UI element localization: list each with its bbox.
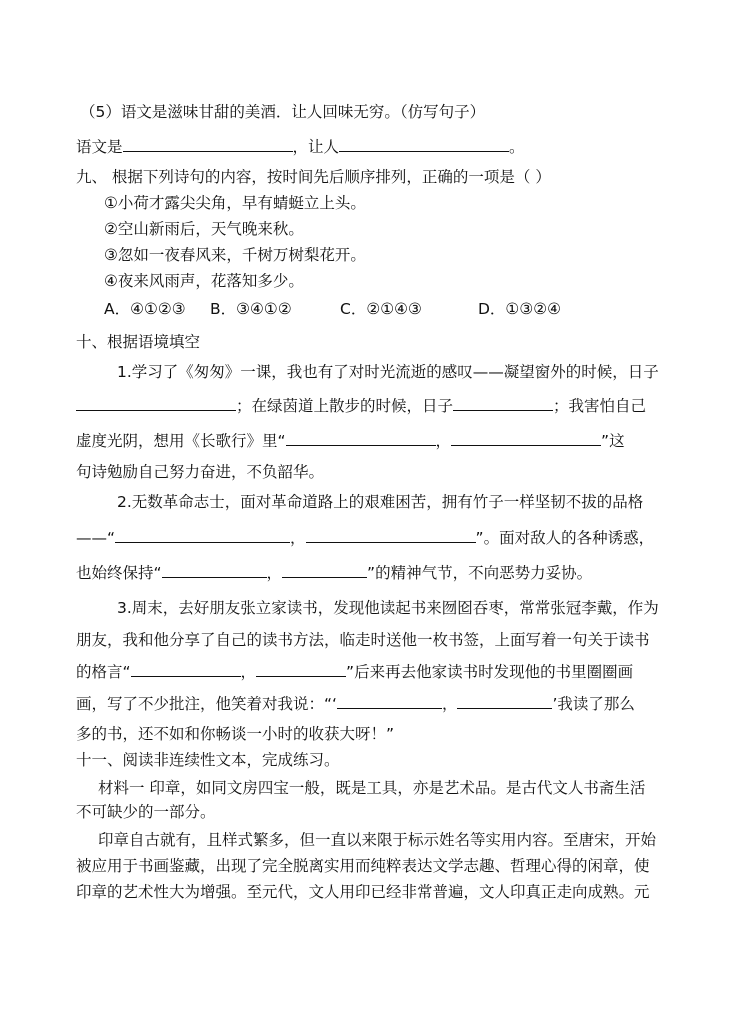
q10-p1-text: ”这	[601, 432, 625, 450]
q10-p3-text: ’我读了那么	[552, 695, 635, 713]
q10-p2-text: 也始终保持“	[76, 564, 162, 582]
q10-p1-line4: 句诗勉励自己努力奋进，不负韶华。	[76, 463, 325, 481]
answer-blank[interactable]	[162, 562, 267, 578]
q10-p3-text: 的格言“	[76, 663, 131, 681]
answer-blank[interactable]	[282, 562, 367, 578]
answer-blank[interactable]	[286, 430, 436, 446]
q8-item5: （5）语文是滋味甘甜的美酒．让人回味无穷。（仿写句子）	[80, 103, 486, 121]
q11-title: 十一、阅读非连续性文本，完成练习。	[76, 751, 340, 769]
q8-fill-end: 。	[509, 138, 525, 156]
q10-p3-line2: 朋友，我和他分享了自己的读书方法，临走时送他一枚书签，上面写着一句关于读书	[76, 631, 650, 649]
q8-fill-a: 语文是	[76, 138, 123, 156]
answer-blank[interactable]	[457, 693, 552, 709]
q9-line-2: ②空山新雨后，天气晚来秋。	[104, 220, 304, 238]
answer-blank[interactable]	[256, 661, 346, 677]
q9-option-a[interactable]: A．④①②③	[104, 300, 186, 318]
q11-material2-line2: 被应用于书画鉴藏，出现了完全脱离实用而纯粹表达文学志趣、哲理心得的闲章，使	[76, 857, 650, 875]
q9-options	[104, 299, 694, 319]
q11-material2-line1: 印章自古就有，且样式繁多，但一直以来限于标示姓名等实用内容。至唐宋，开始	[98, 831, 657, 849]
q9-option-d[interactable]: D．①③②④	[478, 300, 562, 318]
q11-material2-line3: 印章的艺术性大为增强。至元代，文人用印已经非常普遍，文人印真正走向成熟。元	[76, 883, 650, 901]
q10-p2-text: ，	[266, 564, 283, 582]
answer-blank[interactable]	[453, 395, 553, 411]
q9-option-c[interactable]: C．②①④③	[340, 300, 422, 318]
q10-p1-line2	[76, 395, 666, 416]
q10-p3-text: ”后来再去他家读书时发现他的书里圈圈画	[346, 663, 634, 681]
q10-p2-text: ”。面对敌人的各种诱惑，	[475, 529, 655, 547]
q10-p2-text: ，	[290, 529, 306, 547]
q10-p1-line3	[76, 430, 666, 451]
answer-blank[interactable]	[115, 527, 290, 543]
answer-blank[interactable]	[123, 136, 293, 152]
answer-blank[interactable]	[339, 136, 509, 152]
q10-p2-line3	[76, 562, 666, 583]
answer-blank[interactable]	[131, 661, 241, 677]
q10-p3-text: ，	[240, 663, 257, 681]
q8-fill-line	[76, 136, 666, 157]
q10-p1-text: ；我害怕自己	[553, 397, 647, 415]
q10-p3-line4	[76, 693, 666, 714]
q11-material1-line2: 不可缺少的一部分。	[76, 803, 216, 821]
answer-blank[interactable]	[76, 395, 236, 411]
q10-p3-text: 画，写了不少批注，他笑着对我说：“‘	[76, 695, 337, 713]
q8-fill-b: ，让人	[292, 138, 340, 156]
q10-p1-text: 虚度光阴，想用《长歌行》里“	[76, 432, 286, 450]
q10-p3-line5: 多的书，还不如和你畅谈一小时的收获大呀！”	[76, 725, 395, 743]
q9-line-4: ④夜来风雨声，花落知多少。	[104, 272, 304, 290]
q9-line-1: ①小荷才露尖尖角，早有蜻蜓立上头。	[104, 194, 366, 212]
answer-blank[interactable]	[451, 430, 601, 446]
q10-p2-line1: 2.无数革命志士，面对革命道路上的艰难困苦，拥有竹子一样坚韧不拔的品格	[117, 493, 644, 511]
q10-p3-text: ，	[441, 695, 458, 713]
q10-p2-text: ——“	[76, 529, 116, 547]
q10-p1-text: ；在绿茵道上散步的时候，日子	[236, 397, 454, 415]
q10-p2-text: ”的精神气节，不向恶势力妥协。	[367, 564, 593, 582]
q10-p3-line1: 3.周末，去好朋友张立家读书，发现他读起书来囫囵吞枣，常常张冠李戴，作为	[117, 599, 659, 617]
q9-line-3: ③忽如一夜春风来，千树万树梨花开。	[104, 246, 366, 264]
q10-p2-line2	[76, 527, 666, 548]
answer-blank[interactable]	[306, 527, 476, 543]
q10-title: 十、根据语境填空	[76, 333, 201, 351]
q9-option-b[interactable]: B．③④①②	[210, 300, 292, 318]
q10-p1-text: ，	[435, 432, 452, 450]
q10-p3-line3	[76, 661, 666, 682]
q11-material1-line1: 材料一 印章，如同文房四宝一般，既是工具，亦是艺术品。是古代文人书斋生活	[98, 779, 646, 797]
q10-p1-line1: 1.学习了《匆匆》一课，我也有了对时光流逝的感叹——凝望窗外的时候，日子	[117, 363, 659, 381]
answer-blank[interactable]	[337, 693, 442, 709]
q9-prompt: 九、 根据下列诗句的内容，按时间先后顺序排列，正确的一项是（ ）	[76, 168, 551, 186]
